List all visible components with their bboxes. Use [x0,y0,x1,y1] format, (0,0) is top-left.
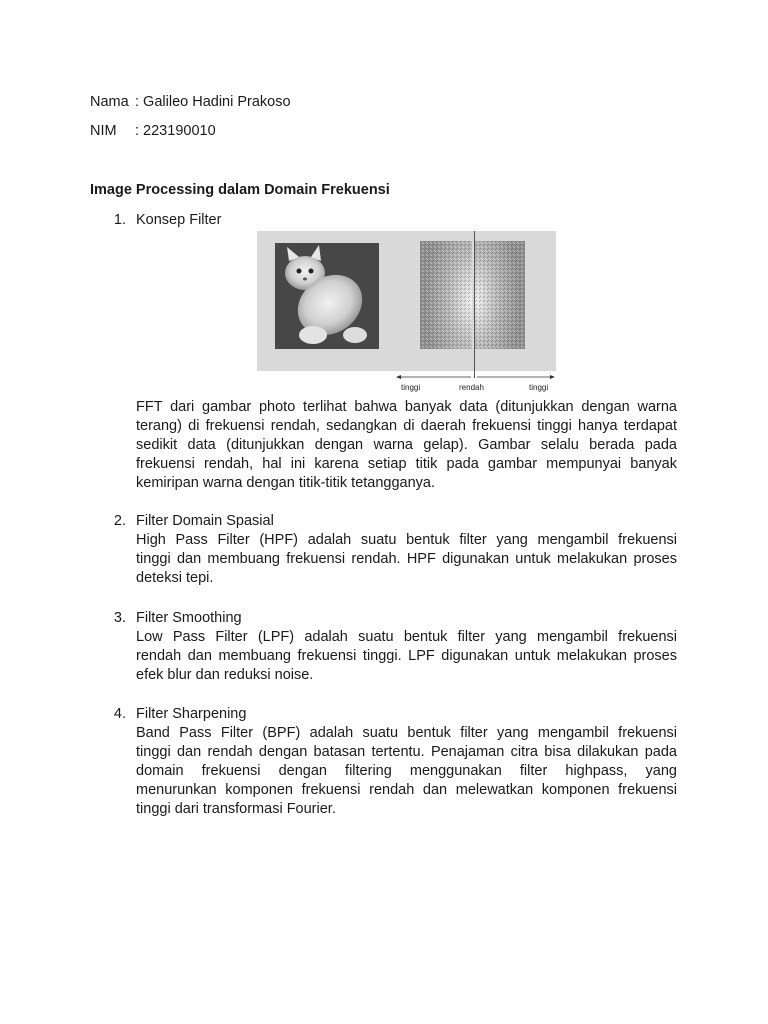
spectrum-right [475,241,525,349]
kitten-photo [275,243,379,349]
item-3-number: 3. [113,610,126,626]
axis-label-left: tinggi [401,383,421,392]
nama-value: : Galileo Hadini Prakoso [135,94,291,110]
item-4-body-line: domain frekuensi dengan filtering menggunakan filter highpass, yang [136,763,677,779]
section-title: Image Processing dalam Domain Frekuensi [90,182,390,198]
item-4-title: Filter Sharpening [136,706,247,722]
item-4-body-line: menurunkan komponen frekuensi rendah dan melewatkan komponen frekuensi [136,782,677,798]
item-4-body-line: tinggi dari transformasi Fourier. [136,801,336,817]
spectrum-right-image [475,241,525,349]
item-4-body-line: tinggi dan rendah dengan batasan tertentu. Penajaman citra bisa dilakukan pada [136,744,677,760]
item-1-number: 1. [113,212,126,228]
item-2-body-line: High Pass Filter (HPF) adalah suatu bentuk filter yang mengambil frekuensi [136,532,677,548]
item-1-title: Konsep Filter [136,212,222,228]
item-4-number: 4. [113,706,126,722]
item-1-body-line: terang) di frekuensi rendah, sedangkan di daerah frekuensi tinggi hanya terdapat [136,418,677,434]
nim-value: : 223190010 [135,123,216,139]
figure-center-divider [474,231,475,378]
item-3-title: Filter Smoothing [136,610,242,626]
item-2-body-line: tinggi dan membuang frekuensi rendah. HPF digunakan untuk melakukan proses [136,551,677,567]
item-3-body-line: efek blur dan reduksi noise. [136,667,314,683]
item-1-body-line: frekuensi rendah, hal ini karena setiap titik pada gambar mempunyai banyak [136,456,677,472]
item-2-body-line: deteksi tepi. [136,570,214,586]
item-3-body-line: rendah dan membuang frekuensi tinggi. LPF digunakan untuk melakukan proses [136,648,677,664]
spectrum-left-image [420,241,472,349]
item-1-body [136,398,677,493]
kitten-image [275,243,379,349]
item-1-body-line: kemiripan warna dengan titik-titik tetangganya. [136,475,436,491]
item-1-body-line: FFT dari gambar photo terlihat bahwa banyak data (ditunjukkan dengan warna [136,399,677,415]
axis-label-center: rendah [459,383,484,392]
item-2-title: Filter Domain Spasial [136,513,274,529]
item-2-body [136,531,677,588]
item-3-body [136,628,677,685]
axis-label-right: tinggi [529,383,549,392]
item-3-body-line: Low Pass Filter (LPF) adalah suatu bentuk filter yang mengambil frekuensi [136,629,677,645]
fft-figure [257,231,556,371]
item-2-number: 2. [113,513,126,529]
frequency-axis-arrows [395,372,557,382]
spectrum-left [420,241,472,349]
item-1-body-line: sedikit data (ditunjukkan dengan warna gelap). Gambar selalu berada pada [136,437,677,453]
nama-label: Nama [90,94,129,110]
item-4-body-line: Band Pass Filter (BPF) adalah suatu bentuk filter yang mengambil frekuensi [136,725,677,741]
item-4-body [136,724,677,819]
nim-label: NIM [90,123,117,139]
